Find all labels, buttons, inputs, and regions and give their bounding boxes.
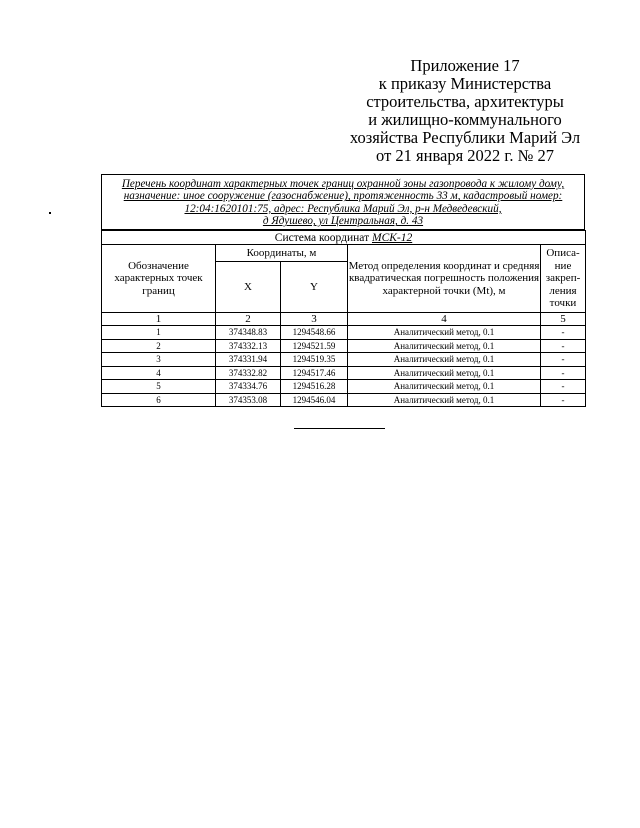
coordinate-system-value: МСК-12 bbox=[372, 231, 413, 244]
header-coordinates: Координаты, м bbox=[216, 245, 348, 262]
method: Аналитический метод, 0.1 bbox=[348, 380, 541, 394]
coordinate-system-label: Система координат bbox=[274, 231, 370, 244]
method: Аналитический метод, 0.1 bbox=[348, 353, 541, 367]
title-line: 12:04:1620101:75, адрес: Республика Марий Эл, р-н Медведевский, bbox=[184, 202, 502, 215]
method: Аналитический метод, 0.1 bbox=[348, 326, 541, 340]
coord-y: 1294521.59 bbox=[281, 339, 348, 353]
table-row bbox=[102, 393, 586, 407]
column-number: 1 bbox=[102, 313, 216, 326]
coordinate-system-cell bbox=[102, 231, 586, 245]
title-line: Перечень координат характерных точек границ охранной зоны газопровода к жилому дому, bbox=[121, 178, 565, 190]
title-line: д Ядушево, ул Центральная, д. 43 bbox=[262, 215, 424, 228]
header-y: Y bbox=[281, 262, 348, 313]
point-id: 1 bbox=[102, 326, 216, 340]
coord-y: 1294548.66 bbox=[281, 326, 348, 340]
title-line: назначение: иное сооружение (газоснабжение), протяженность 33 м, кадастровый номер: bbox=[123, 190, 563, 203]
document-title bbox=[101, 174, 585, 230]
table-header-row bbox=[102, 245, 586, 262]
method: Аналитический метод, 0.1 bbox=[348, 393, 541, 407]
coord-y: 1294517.46 bbox=[281, 366, 348, 380]
fixing: - bbox=[541, 380, 586, 394]
column-number: 4 bbox=[348, 313, 541, 326]
stray-dot bbox=[49, 212, 51, 214]
point-id: 5 bbox=[102, 380, 216, 394]
header-line: к приказу Министерства bbox=[378, 74, 552, 93]
coord-x: 374348.83 bbox=[216, 326, 281, 340]
table-row bbox=[102, 326, 586, 340]
point-id: 3 bbox=[102, 353, 216, 367]
method: Аналитический метод, 0.1 bbox=[348, 366, 541, 380]
header-line: строительства, архитектуры bbox=[366, 92, 564, 111]
point-id: 2 bbox=[102, 339, 216, 353]
table-row bbox=[102, 380, 586, 394]
fixing: - bbox=[541, 366, 586, 380]
header-method: Метод определения координат и средняя квадратическая погрешность положения характерной точки (Mt), м bbox=[348, 245, 541, 313]
coordinates-table bbox=[101, 230, 586, 407]
header-line: Приложение 17 bbox=[410, 56, 520, 75]
table-row bbox=[102, 339, 586, 353]
fixing: - bbox=[541, 393, 586, 407]
coord-x: 374353.08 bbox=[216, 393, 281, 407]
method: Аналитический метод, 0.1 bbox=[348, 339, 541, 353]
header-line: от 21 января 2022 г. № 27 bbox=[376, 146, 554, 165]
column-number: 3 bbox=[281, 313, 348, 326]
table-row bbox=[102, 353, 586, 367]
point-id: 4 bbox=[102, 366, 216, 380]
point-id: 6 bbox=[102, 393, 216, 407]
coord-x: 374331.94 bbox=[216, 353, 281, 367]
header-line: хозяйства Республики Марий Эл bbox=[349, 128, 581, 147]
coord-x: 374332.82 bbox=[216, 366, 281, 380]
coord-x: 374332.13 bbox=[216, 339, 281, 353]
coordinate-system-row bbox=[102, 231, 586, 245]
table-row bbox=[102, 366, 586, 380]
header-designation: Обозначение характерных точек границ bbox=[102, 245, 216, 313]
coord-y: 1294546.04 bbox=[281, 393, 348, 407]
fixing: - bbox=[541, 353, 586, 367]
coord-y: 1294519.35 bbox=[281, 353, 348, 367]
column-number: 5 bbox=[541, 313, 586, 326]
header-line: и жилищно-коммунального bbox=[368, 110, 562, 129]
fixing: - bbox=[541, 326, 586, 340]
column-number: 2 bbox=[216, 313, 281, 326]
header-x: X bbox=[216, 262, 281, 313]
coord-x: 374334.76 bbox=[216, 380, 281, 394]
appendix-header bbox=[330, 57, 600, 165]
column-numbers-row bbox=[102, 313, 586, 326]
fixing: - bbox=[541, 339, 586, 353]
coord-y: 1294516.28 bbox=[281, 380, 348, 394]
header-fixing: Описа-ние закреп-ления точки bbox=[541, 245, 586, 313]
signature-line bbox=[294, 428, 385, 429]
